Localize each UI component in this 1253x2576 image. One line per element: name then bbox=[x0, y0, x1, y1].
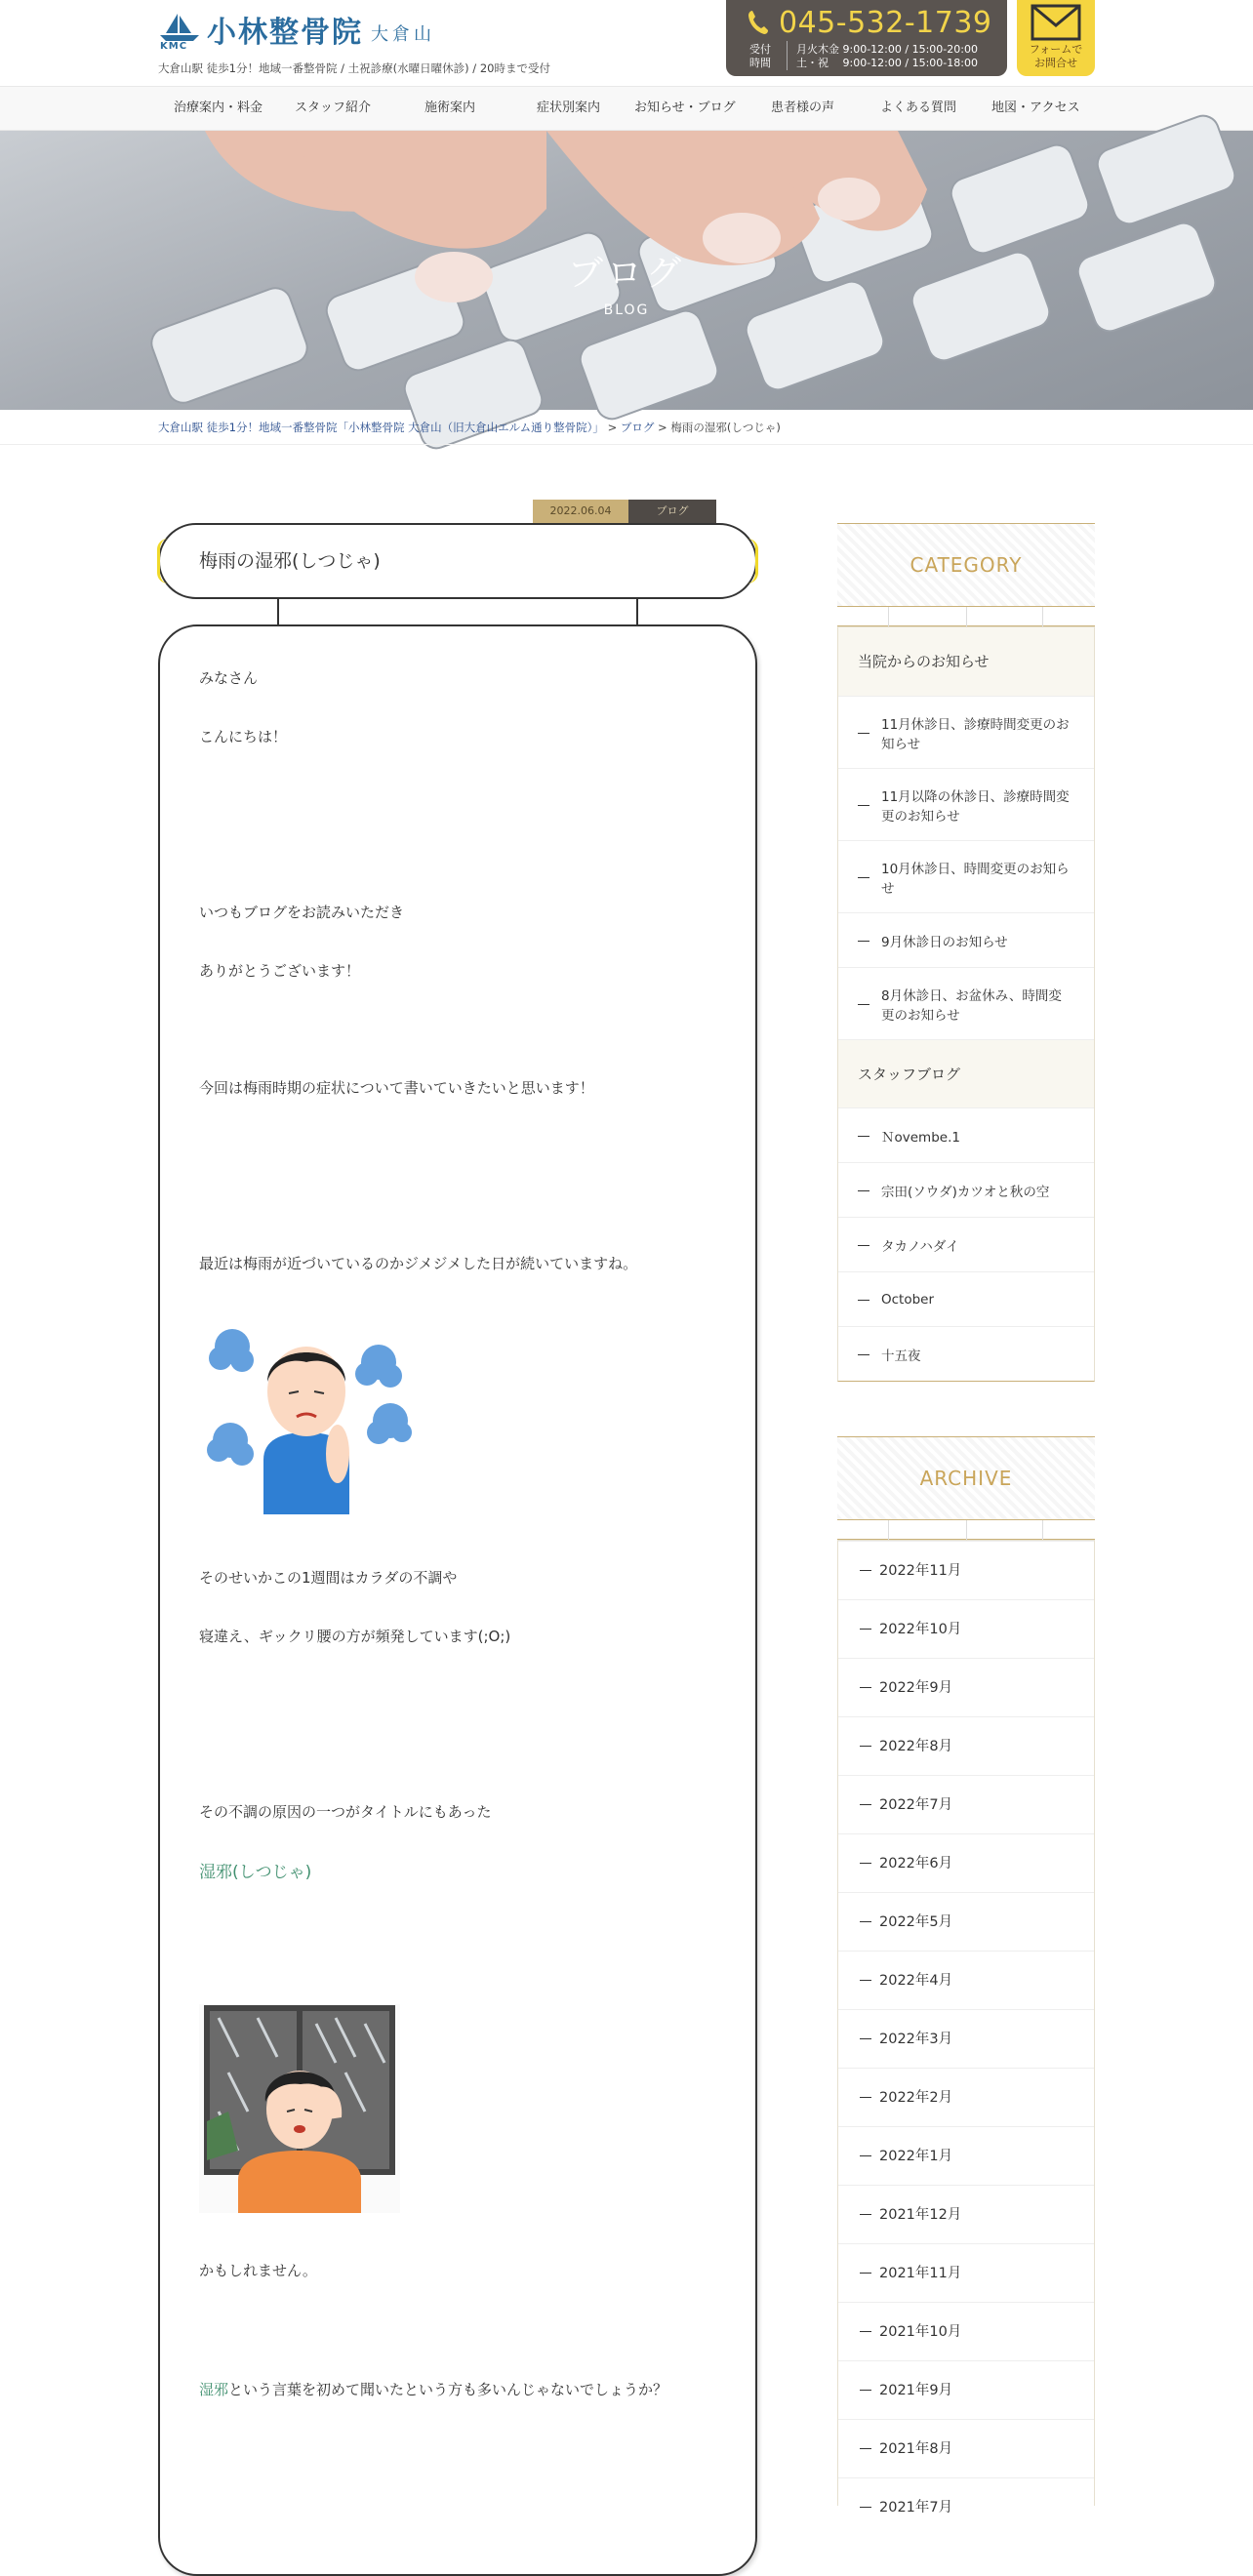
post-highlight: 湿邪(しつじゃ) bbox=[199, 1863, 312, 1882]
dash-icon bbox=[858, 1136, 869, 1137]
archive-item[interactable] bbox=[838, 2009, 1094, 2068]
category-post-item[interactable] bbox=[838, 1162, 1094, 1217]
post-title-box bbox=[158, 523, 757, 599]
nav-item-faq[interactable]: よくある質問 bbox=[880, 101, 957, 115]
category-post-label: タカノハダイ bbox=[881, 1238, 959, 1255]
hours-label bbox=[749, 43, 771, 70]
form-label-line2: お問合せ bbox=[1034, 57, 1077, 69]
post-paragraph: 最近は梅雨が近づいているのかジメジメした日が続いていますね。 bbox=[199, 1255, 638, 1272]
post-paragraph bbox=[199, 2379, 667, 2399]
logo-mark-text: KMC bbox=[160, 41, 188, 52]
category-post-label: October bbox=[881, 1291, 935, 1308]
hours-divider bbox=[787, 41, 788, 70]
nav-item-staff[interactable]: スタッフ紹介 bbox=[295, 101, 372, 115]
post-title: 梅雨の湿邪(しつじゃ) bbox=[199, 550, 381, 572]
post-paragraph: いつもブログをお読みいただき bbox=[199, 904, 405, 921]
dash-icon bbox=[858, 941, 869, 942]
archive-title: ARCHIVE bbox=[919, 1467, 1013, 1490]
connector-left bbox=[277, 599, 279, 626]
archive-label: 2022年8月 bbox=[879, 1739, 953, 1754]
contact-form-button[interactable] bbox=[1017, 0, 1095, 76]
post-paragraph: 寝違え、ギックリ腰の方が頻発しています(;O;) bbox=[199, 1628, 511, 1645]
archive-label: 2022年2月 bbox=[879, 2090, 953, 2106]
hours-label-line2: 時間 bbox=[749, 57, 771, 69]
archive-item[interactable] bbox=[838, 1541, 1094, 1599]
archive-label: 2022年10月 bbox=[879, 1622, 962, 1637]
archive-item[interactable] bbox=[838, 2302, 1094, 2360]
post-paragraph: こんにちは！ bbox=[199, 728, 288, 745]
category-post-item[interactable] bbox=[838, 840, 1094, 912]
rainy-headache-illustration bbox=[199, 2004, 400, 2213]
breadcrumb-blog[interactable]: ブログ bbox=[620, 421, 655, 434]
archive-item[interactable] bbox=[838, 1716, 1094, 1775]
archive-label: 2022年5月 bbox=[879, 1914, 953, 1930]
dash-icon bbox=[860, 1687, 871, 1688]
dash-icon bbox=[860, 2214, 871, 2215]
logo-title: 小林整骨院 bbox=[207, 16, 363, 50]
tick bbox=[888, 1520, 889, 1540]
nav-item-symptoms[interactable]: 症状別案内 bbox=[537, 101, 601, 115]
archive-item[interactable] bbox=[838, 2185, 1094, 2243]
dash-icon bbox=[858, 1354, 869, 1355]
nav-item-procedures[interactable]: 施術案内 bbox=[424, 101, 476, 115]
hours-weekday: 月火木金 9:00-12:00 / 15:00-20:00 bbox=[796, 43, 978, 56]
dash-icon bbox=[860, 2097, 871, 2098]
archive-item[interactable] bbox=[838, 1775, 1094, 1833]
contact-form-label bbox=[1017, 43, 1095, 70]
post-category[interactable]: ブログ bbox=[628, 500, 716, 523]
archive-label: 2022年4月 bbox=[879, 1973, 953, 1989]
hero-subtitle: BLOG bbox=[603, 302, 650, 318]
hours-weekend: 土・祝 9:00-12:00 / 15:00-18:00 bbox=[796, 57, 978, 69]
tick bbox=[966, 607, 967, 626]
category-post-label: 9月休診日のお知らせ bbox=[881, 934, 1008, 950]
dash-icon bbox=[860, 1980, 871, 1981]
dash-icon bbox=[860, 2155, 871, 2156]
dash-icon bbox=[858, 733, 869, 734]
category-list bbox=[837, 626, 1095, 1382]
phone-icon bbox=[748, 10, 769, 35]
hero-title: ブログ bbox=[567, 254, 685, 294]
dash-icon bbox=[860, 1570, 871, 1571]
nav-item-treatment[interactable]: 治療案内・料金 bbox=[174, 101, 263, 115]
dash-icon bbox=[860, 2273, 871, 2274]
category-post-label: 宗田(ソウダ)カツオと秋の空 bbox=[881, 1184, 1050, 1200]
tick bbox=[1042, 607, 1043, 626]
dash-icon bbox=[860, 1921, 871, 1922]
dash-icon bbox=[858, 1300, 869, 1301]
category-post-item[interactable] bbox=[838, 768, 1094, 840]
mail-icon bbox=[1031, 4, 1081, 41]
hours-text bbox=[796, 43, 978, 70]
dash-icon bbox=[860, 2331, 871, 2332]
archive-label: 2021年11月 bbox=[879, 2266, 962, 2281]
dash-icon bbox=[858, 1004, 869, 1005]
dash-icon bbox=[858, 1190, 869, 1191]
post-inline-highlight: 湿邪 bbox=[199, 2381, 229, 2398]
archive-item[interactable] bbox=[838, 2068, 1094, 2126]
category-post-label: 10月休診日、時間変更のお知らせ bbox=[881, 861, 1070, 897]
archive-item[interactable] bbox=[838, 1833, 1094, 1892]
archive-label: 2021年9月 bbox=[879, 2383, 953, 2398]
post-paragraph: かもしれません。 bbox=[199, 2262, 317, 2279]
archive-item[interactable] bbox=[838, 1658, 1094, 1716]
archive-label: 2021年7月 bbox=[879, 2500, 953, 2516]
hero-banner bbox=[0, 131, 1253, 410]
tick bbox=[1042, 1520, 1043, 1540]
nav-item-voices[interactable]: 患者様の声 bbox=[771, 101, 835, 115]
tagline: 大倉山駅 徒歩1分！地域一番整骨院 / 土祝診療(水曜日曜休診) / 20時まで受付 bbox=[158, 61, 550, 75]
archive-label: 2021年12月 bbox=[879, 2207, 962, 2223]
category-post-label: 8月休診日、お盆休み、時間変更のお知らせ bbox=[881, 987, 1062, 1024]
connector-right bbox=[636, 599, 638, 626]
dash-icon bbox=[860, 2448, 871, 2449]
post-paragraph: そのせいかこの1週間はカラダの不調や bbox=[199, 1569, 458, 1587]
dash-icon bbox=[860, 2507, 871, 2508]
category-post-label: 11月休診日、診療時間変更のお知らせ bbox=[881, 716, 1070, 752]
archive-label: 2022年6月 bbox=[879, 1856, 953, 1872]
archive-label: 2022年9月 bbox=[879, 1680, 953, 1696]
nav-item-access[interactable]: 地図・アクセス bbox=[991, 101, 1080, 115]
post-date: 2022.06.04 bbox=[533, 500, 628, 523]
category-post-item[interactable] bbox=[838, 1107, 1094, 1162]
category-title: CATEGORY bbox=[909, 553, 1023, 577]
hours-label-line1: 受付 bbox=[749, 43, 771, 56]
dash-icon bbox=[860, 1804, 871, 1805]
archive-item[interactable] bbox=[838, 2477, 1094, 2536]
logo-subtitle: 大倉山 bbox=[371, 24, 435, 45]
archive-item[interactable] bbox=[838, 1951, 1094, 2009]
post-paragraph: その不調の原因の一つがタイトルにもあった bbox=[199, 1803, 492, 1821]
breadcrumb-sep: > bbox=[603, 421, 621, 434]
archive-tabs-deco bbox=[837, 1520, 1095, 1540]
post-paragraph: みなさん bbox=[199, 669, 259, 687]
humid-person-illustration bbox=[203, 1323, 410, 1514]
breadcrumb bbox=[0, 410, 1253, 445]
category-post-item[interactable] bbox=[838, 1217, 1094, 1271]
archive-item[interactable] bbox=[838, 1892, 1094, 1951]
archive-item[interactable] bbox=[838, 2419, 1094, 2477]
archive-item[interactable] bbox=[838, 2126, 1094, 2185]
dash-icon bbox=[860, 2390, 871, 2391]
archive-label: 2022年3月 bbox=[879, 2032, 953, 2047]
category-header bbox=[837, 523, 1095, 607]
form-label-line1: フォームで bbox=[1029, 43, 1083, 56]
dash-icon bbox=[858, 1245, 869, 1246]
category-tabs-deco bbox=[837, 607, 1095, 626]
post-body bbox=[158, 624, 757, 2576]
archive-label: 2022年1月 bbox=[879, 2149, 953, 2164]
site-header bbox=[0, 0, 1253, 86]
post-paragraph: 今回は梅雨時期の症状について書いていきたいと思います！ bbox=[199, 1079, 594, 1097]
dash-icon bbox=[860, 1746, 871, 1747]
archive-item[interactable] bbox=[838, 2243, 1094, 2302]
phone-number[interactable]: 045-532-1739 bbox=[779, 6, 992, 40]
nav-item-news-blog[interactable]: お知らせ・ブログ bbox=[634, 101, 736, 115]
tick bbox=[888, 607, 889, 626]
category-post-label: 11月以降の休診日、診療時間変更のお知らせ bbox=[881, 788, 1070, 825]
breadcrumb-current: 梅雨の湿邪(しつじゃ) bbox=[670, 421, 781, 434]
post-paragraph: ありがとうございます！ bbox=[199, 962, 361, 980]
dash-icon bbox=[860, 1629, 871, 1630]
archive-header bbox=[837, 1436, 1095, 1520]
post-inline-text: という言葉を初めて聞いたという方も多いんじゃないでしょうか？ bbox=[228, 2381, 668, 2398]
category-post-label: Ｎovembe.1 bbox=[881, 1129, 960, 1146]
category-post-item[interactable] bbox=[838, 912, 1094, 967]
main-nav bbox=[0, 86, 1253, 131]
ship-logo-icon bbox=[158, 12, 201, 53]
archive-label: 2021年10月 bbox=[879, 2324, 962, 2340]
archive-label: 2022年11月 bbox=[879, 1563, 962, 1579]
archive-label: 2022年7月 bbox=[879, 1797, 953, 1813]
dash-icon bbox=[860, 1863, 871, 1864]
archive-list bbox=[837, 1540, 1095, 2516]
category-post-item[interactable] bbox=[838, 967, 1094, 1039]
archive-item[interactable] bbox=[838, 1599, 1094, 1658]
phone-box[interactable] bbox=[726, 0, 1007, 76]
category-post-label: 十五夜 bbox=[881, 1348, 921, 1364]
category-group-news[interactable]: 当院からのお知らせ bbox=[838, 627, 1094, 696]
archive-label: 2021年8月 bbox=[879, 2441, 953, 2457]
archive-item[interactable] bbox=[838, 2360, 1094, 2419]
dash-icon bbox=[858, 877, 869, 878]
category-group-staff[interactable]: スタッフブログ bbox=[838, 1039, 1094, 1107]
tick bbox=[966, 1520, 967, 1540]
category-post-item[interactable] bbox=[838, 1326, 1094, 1381]
category-post-item[interactable] bbox=[838, 696, 1094, 768]
dash-icon bbox=[858, 805, 869, 806]
site-logo[interactable] bbox=[158, 12, 435, 53]
breadcrumb-home[interactable]: 大倉山駅 徒歩1分！地域一番整骨院「小林整骨院 大倉山（旧大倉山エルム通り整骨院）」 bbox=[158, 421, 604, 434]
breadcrumb-sep: > bbox=[654, 421, 671, 434]
dash-icon bbox=[860, 2038, 871, 2039]
category-post-item[interactable] bbox=[838, 1271, 1094, 1326]
